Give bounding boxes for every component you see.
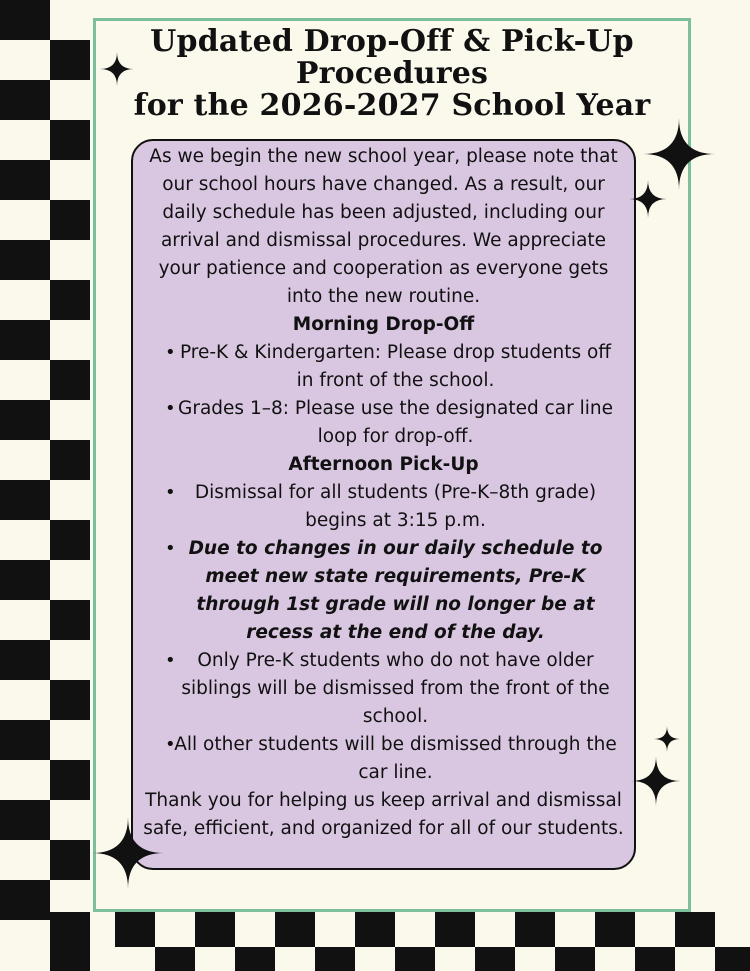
title-line-3: for the 2026-2027 School Year [133, 88, 651, 123]
list-item-text: Dismissal for all students (Pre-K–8th grade) begins at 3:15 p.m. [194, 482, 597, 531]
sparkle-icon [629, 176, 667, 222]
afternoon-pickup-heading: Afternoon Pick-Up [288, 454, 479, 475]
afternoon-pickup-list [143, 479, 624, 787]
list-item-emphasized [143, 535, 624, 647]
bullet-icon: • [165, 734, 176, 755]
bullet-icon: • [165, 538, 176, 559]
flyer-title [96, 26, 688, 122]
list-item [143, 647, 624, 731]
list-item-text: Pre-K & Kindergarten: Please drop students off in front of the school. [179, 342, 612, 391]
closing-paragraph: Thank you for helping us keep arrival and dismissal safe, efficient, and organized for all of our students. [143, 790, 624, 839]
checkerboard-bottom-border [0, 912, 750, 971]
intro-paragraph: As we begin the new school year, please note that our school hours have changed. As a result, our daily schedule has been adjusted, including our arrival and dismissal procedures. We appreciate your patience and cooperation as everyone gets into the new routine. [149, 146, 618, 307]
list-item-text: All other students will be dismissed through the car line. [174, 734, 617, 783]
sparkle-icon [100, 50, 134, 88]
bullet-icon: • [165, 482, 176, 503]
list-item-text: Only Pre-K students who do not have older siblings will be dismissed from the front of the school. [181, 650, 610, 727]
sparkle-icon [654, 724, 680, 754]
content-panel [131, 139, 636, 870]
bullet-icon: • [165, 342, 176, 363]
list-item [143, 479, 624, 535]
bullet-icon: • [165, 398, 176, 419]
list-item [143, 395, 624, 451]
checkerboard-left-border [0, 0, 90, 971]
sparkle-icon [92, 810, 164, 896]
list-item-text: Due to changes in our daily schedule to meet new state requirements, Pre-K through 1st grade will no longer be at recess at the end of the day. [188, 538, 603, 643]
list-item [143, 731, 624, 787]
list-item [143, 339, 624, 395]
title-line-1: Updated Drop-Off & Pick-Up [150, 24, 634, 59]
morning-dropoff-heading: Morning Drop-Off [292, 314, 475, 335]
title-line-2: Procedures [295, 56, 489, 91]
bullet-icon: • [165, 650, 176, 671]
morning-dropoff-list [143, 339, 624, 451]
list-item-text: Grades 1–8: Please use the designated car line loop for drop-off. [178, 398, 613, 447]
sparkle-icon [631, 752, 681, 810]
